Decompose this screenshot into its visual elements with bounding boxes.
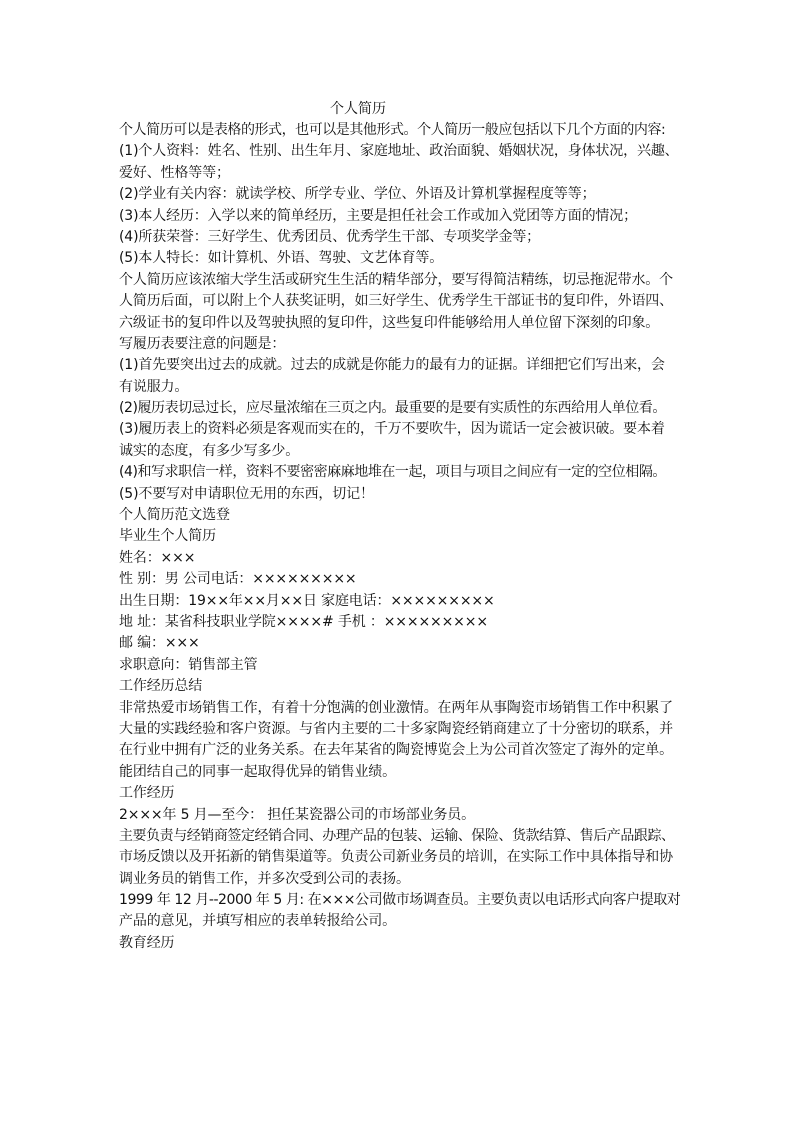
- text-line: 工作经历总结: [119, 678, 203, 695]
- text-line: (1)个人资料：姓名、性别、出生年月、家庭地址、政治面貌、婚姻状况，身体状况，兴趣、: [119, 143, 679, 160]
- text-line: 能团结自己的同事一起取得优异的销售业绩。: [119, 763, 396, 780]
- text-line: (5)本人特长：如计算机、外语、驾驶、文艺体育等。: [119, 250, 444, 267]
- text-line: 2×××年 5 月—至今： 担任某瓷器公司的市场部业务员。: [119, 806, 476, 823]
- text-line: 非常热爱市场销售工作，有着十分饱满的创业激情。在两年从事陶瓷市场销售工作中积累了: [119, 699, 673, 716]
- text-line: 大量的实践经验和客户资源。与省内主要的二十多家陶瓷经销商建立了十分密切的联系，并: [119, 720, 673, 737]
- text-line: 出生日期：19××年××月××日 家庭电话：×××××××××: [119, 592, 495, 609]
- text-line: 个人简历范文选登: [119, 507, 230, 524]
- text-line: 求职意向：销售部主管: [119, 656, 258, 673]
- document-title: 个人简历: [330, 101, 386, 117]
- text-line: 在行业中拥有广泛的业务关系。在去年某省的陶瓷博览会上为公司首次签定了海外的定单。: [119, 742, 673, 759]
- text-line: 六级证书的复印件以及驾驶执照的复印件，这些复印件能够给用人单位留下深刻的印象。: [119, 314, 660, 331]
- text-line: (1)首先要突出过去的成就。过去的成就是你能力的最有力的证据。详细把它们写出来，会: [119, 357, 665, 374]
- text-line: 性 别：男 公司电话：×××××××××: [119, 571, 357, 588]
- text-line: 教育经历: [119, 934, 175, 951]
- text-line: (2)履历表切忌过长，应尽量浓缩在三页之内。最重要的是要有实质性的东西给用人单位看。: [119, 400, 666, 417]
- text-line: 1999 年 12 月--2000 年 5 月: 在×××公司做市场调查员。主要负责以电话形式向客户提取对: [119, 892, 681, 909]
- text-line: 人简历后面，可以附上个人获奖证明，如三好学生、优秀学生干部证书的复印件，外语四、: [119, 293, 673, 310]
- text-line: (4)和写求职信一样，资料不要密密麻麻地堆在一起，项目与项目之间应有一定的空位相隔。: [119, 464, 666, 481]
- text-line: (3)履历表上的资料必须是客观而实在的，千万不要吹牛，因为谎话一定会被识破。要本着: [119, 421, 665, 438]
- text-line: 邮 编：×××: [119, 635, 200, 652]
- text-line: 地 址：某省科技职业学院××××# 手机 ：×××××××××: [119, 613, 488, 630]
- text-line: 工作经历: [119, 785, 175, 802]
- text-line: 爱好、性格等等；: [119, 164, 230, 181]
- text-line: (5)不要写对申请职位无用的东西，切记！: [119, 485, 374, 502]
- text-line: 写履历表要注意的问题是：: [119, 335, 286, 352]
- text-line: 产品的意见，并填写相应的表单转报给公司。: [119, 913, 396, 930]
- document-body: [119, 98, 679, 954]
- text-line: 调业务员的销售工作，并多次受到公司的表扬。: [119, 870, 410, 887]
- text-line: (4)所获荣誉：三好学生、优秀团员、优秀学生干部、专项奖学金等；: [119, 228, 541, 245]
- text-line: (2)学业有关内容：就读学校、所学专业、学位、外语及计算机掌握程度等等；: [119, 186, 596, 203]
- text-line: 个人简历可以是表格的形式，也可以是其他形式。个人简历一般应包括以下几个方面的内容:: [119, 122, 666, 138]
- text-line: 诚实的态度，有多少写多少。: [119, 442, 300, 459]
- text-line: 有说服力。: [119, 378, 189, 395]
- text-line: 主要负责与经销商签定经销合同、办理产品的包装、运输、保险、货款结算、售后产品跟踪、: [119, 827, 675, 844]
- text-line: (3)本人经历：入学以来的简单经历，主要是担任社会工作或加入党团等方面的情况；: [119, 207, 637, 224]
- text-line: 毕业生个人简历: [119, 528, 216, 545]
- text-line: 个人简历应该浓缩大学生活或研究生生活的精华部分，要写得简洁精练，切忌拖泥带水。个: [119, 271, 673, 288]
- text-line: 姓名：×××: [119, 549, 196, 566]
- text-line: 市场反馈以及开拓新的销售渠道等。负责公司新业务员的培训，在实际工作中具体指导和协: [119, 849, 673, 866]
